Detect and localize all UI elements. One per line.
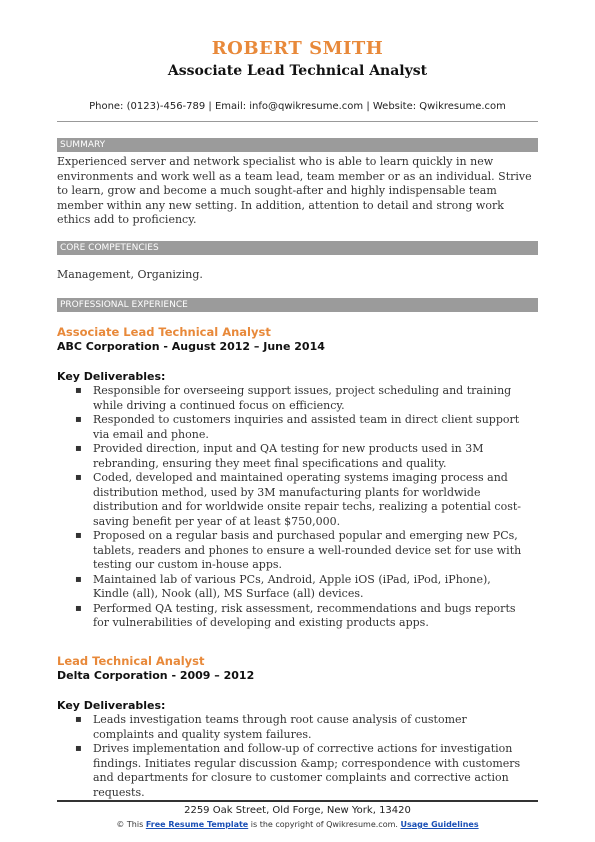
copyright-middle: is the copyright of Qwikresume.com. [250,820,398,829]
list-item: ▪ Performed QA testing, risk assessment, recommendations and bugs reports for vulnerabilities of developing and existing products apps. [75,602,530,631]
job-company-dates: Delta Corporation - 2009 – 2012 [57,669,255,682]
section-heading-competencies: CORE COMPETENCIES [57,241,538,255]
job-title: Associate Lead Technical Analyst [57,325,271,339]
list-item: ▪ Proposed on a regular basis and purchased popular and emerging new PCs, tablets, readers and phones to ensure a well-rounded device set for use with testing our custom in-house apps. [75,529,530,573]
job-company-dates: ABC Corporation - August 2012 – June 2014 [57,340,325,353]
competencies-text: Management, Organizing. [57,268,203,281]
free-resume-template-link[interactable]: Free Resume Template [145,820,249,829]
header-divider [57,121,538,122]
deliverables-list [75,713,530,800]
usage-guidelines-link[interactable]: Usage Guidelines [400,820,479,829]
list-item: ▪ Maintained lab of various PCs, Android, Apple iOS (iPad, iPod, iPhone), Kindle (all), Nook (all), MS Surface (all) devices. [75,573,530,602]
footer-copyright [0,820,595,829]
job-title: Lead Technical Analyst [57,654,205,668]
copyright-prefix: © This [116,820,144,829]
list-item: ▪ Provided direction, input and QA testing for new products used in 3M rebranding, ensuring they meet final specifications and quality. [75,442,530,471]
deliverables-label: Key Deliverables: [57,699,166,712]
list-item: ▪ Responsible for overseeing support issues, project scheduling and training while driving a continued focus on efficiency. [75,384,530,413]
list-item: ▪ Responded to customers inquiries and assisted team in direct client support via email and phone. [75,413,530,442]
candidate-name: ROBERT SMITH [211,38,384,59]
summary-text: Experienced server and network specialist who is able to learn quickly in new environments and work well as a team lead, team member or as an individual. Strive to learn, grow and become a much sought-after and highly indispensable team member within any new setting. In addition, attention to detail and strong work ethics add to proficiency. [57,155,532,226]
footer-address: 2259 Oak Street, Old Forge, New York, 13420 [184,805,411,816]
list-item: ▪ Leads investigation teams through root cause analysis of customer complaints and quality system failures. [75,713,530,742]
footer-divider [57,800,538,802]
list-item: ▪ Drives implementation and follow-up of corrective actions for investigation findings. Initiates regular discussion &amp; correspondence with customers and departments for closure to customer complaints and corrective action requests. [75,742,530,800]
contact-line: Phone: (0123)-456-789 | Email: info@qwikresume.com | Website: Qwikresume.com [89,101,506,112]
deliverables-list [75,384,530,631]
section-heading-summary: SUMMARY [57,138,538,152]
candidate-headline: Associate Lead Technical Analyst [167,63,428,79]
list-item: ▪ Coded, developed and maintained operating systems imaging process and distribution method, used by 3M manufacturing plants for worldwide distribution and for worldwide onsite repair techs, realizing a potential cost-saving benefit per year of at least $750,000. [75,471,530,529]
deliverables-label: Key Deliverables: [57,370,166,383]
section-heading-experience: PROFESSIONAL EXPERIENCE [57,298,538,312]
